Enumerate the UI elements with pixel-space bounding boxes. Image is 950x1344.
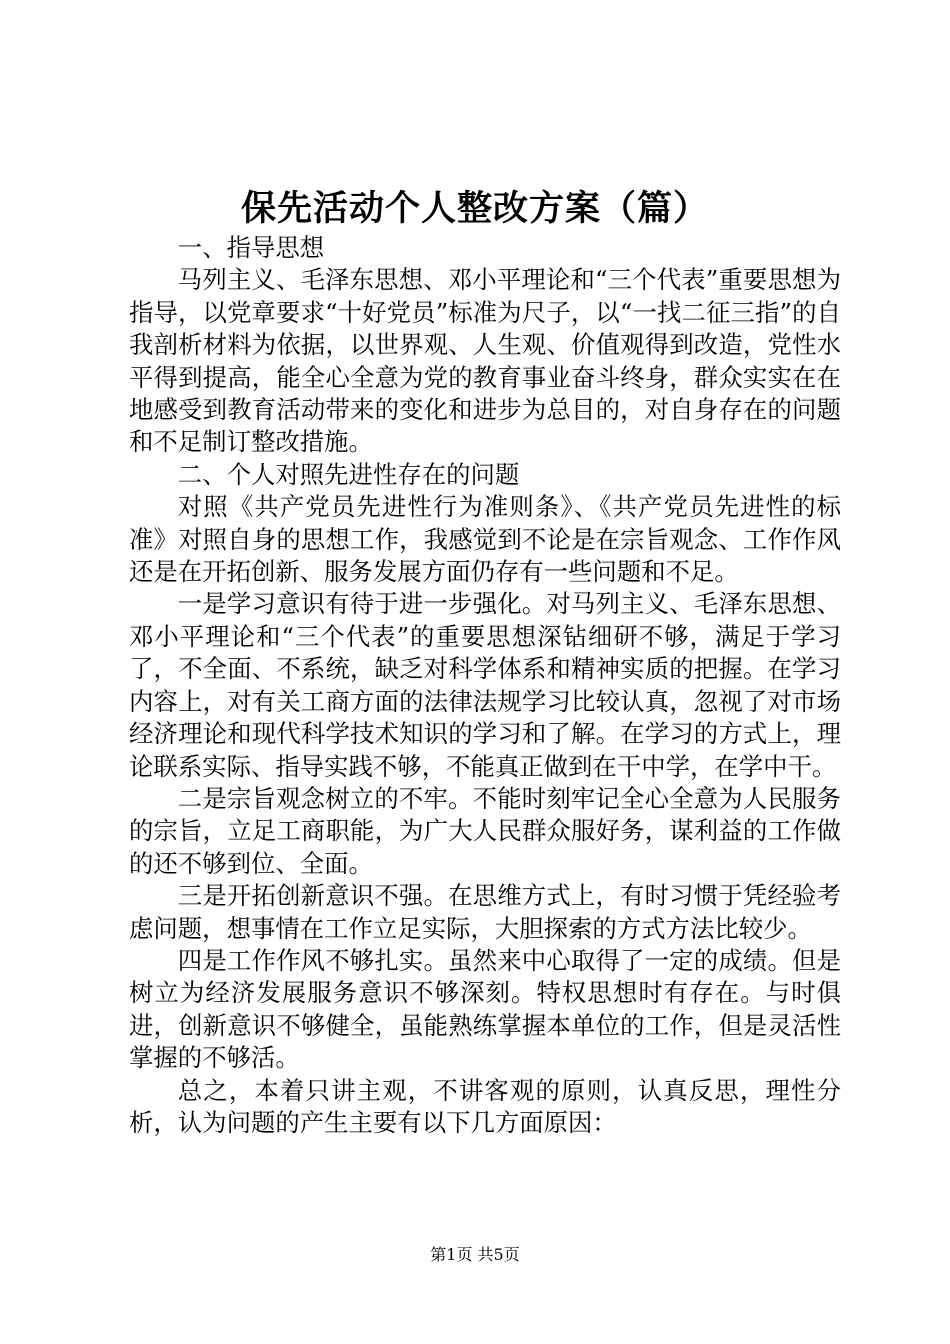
section-heading-guiding-thought: 一、指导思想	[177, 233, 325, 262]
paragraph-guiding-thought: 马列主义、毛泽东思想、邓小平理论和“三个代表”重要思想为指导，以党章要求“十好党员”标准为尺子，以“一找二征三指”的自我剖析材料为依据，以世界观、人生观、价值观得到改造，党性水平得到提高，能全心全意为党的教育事业奋斗终身，群众实实在在地感受到教育活动带来的变化和进步为总目的，对自身存在的问题和不足制订整改措施。	[129, 265, 841, 457]
paragraph-problem-work-style: 四是工作作风不够扎实。虽然来中心取得了一定的成绩。但是树立为经济发展服务意识不够深刻。特权思想时有存在。与时俱进，创新意识不够健全，虽能熟练掌握本单位的工作，但是灵活性掌握的不够活。	[129, 945, 841, 1073]
paragraph-problem-purpose: 二是宗旨观念树立的不牢。不能时刻牢记全心全意为人民服务的宗旨，立足工商职能，为广大人民群众服好务，谋利益的工作做的还不够到位、全面。	[129, 783, 841, 878]
paragraph-problems-intro: 对照《共产党员先进性行为准则条》、《共产党员先进性的标准》对照自身的思想工作，我感觉到不论是在宗旨观念、工作作风还是在开拓创新、服务发展方面仍存有一些问题和不足。	[129, 492, 841, 587]
document-title: 保先活动个人整改方案（篇）	[240, 188, 709, 229]
document-body	[129, 232, 841, 1139]
paragraph-problem-innovation: 三是开拓创新意识不强。在思维方式上，有时习惯于凭经验考虑问题，想事情在工作立足实际，大胆探索的方式方法比较少。	[129, 881, 841, 943]
page-footer: 第1页 共5页	[430, 1245, 520, 1264]
section-heading-problems: 二、个人对照先进性存在的问题	[177, 459, 520, 489]
paragraph-summary: 总之，本着只讲主观，不讲客观的原则，认真反思，理性分析，认为问题的产生主要有以下几方面原因：	[129, 1075, 841, 1137]
paragraph-problem-study: 一是学习意识有待于进一步强化。对马列主义、毛泽东思想、邓小平理论和“三个代表”的重要思想深钻细研不够，满足于学习了，不全面、不系统，缺乏对科学体系和精神实质的把握。在学习内容上，对有关工商方面的法律法规学习比较认真，忽视了对市场经济理论和现代科学技术知识的学习和了解。在学习的方式上，理论联系实际、指导实践不够，不能真正做到在干中学，在学中干。	[129, 589, 841, 781]
